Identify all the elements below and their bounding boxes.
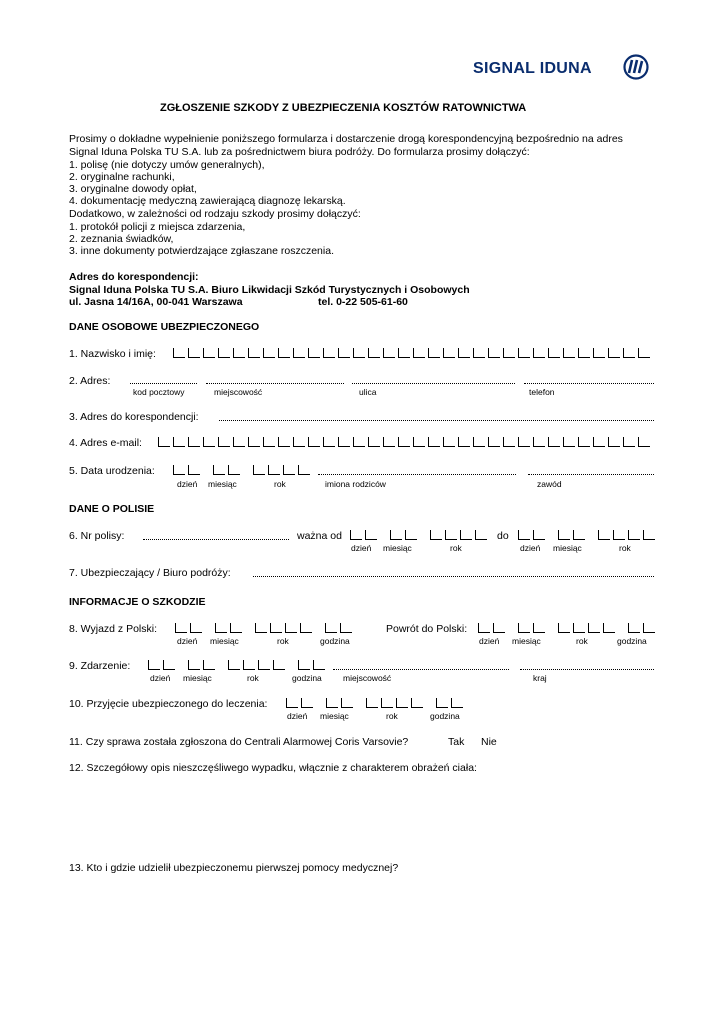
field-caption: miesiąc [553, 543, 582, 553]
policyholder-field[interactable] [253, 576, 654, 577]
field-caption: kraj [533, 673, 547, 683]
field-caption: rok [386, 711, 398, 721]
incident-date-boxes[interactable] [148, 659, 328, 670]
valid-from-boxes[interactable] [350, 529, 490, 540]
question-label: 9. Zdarzenie: [69, 660, 131, 672]
field-caption: telefon [529, 387, 555, 397]
question-label: 12. Szczegółowy opis nieszczęśliwego wypadku, włącznie z charakterem obrażeń ciała: [69, 762, 477, 774]
logo-text: SIGNAL IDUNA [473, 60, 592, 77]
question-label: 10. Przyjęcie ubezpieczonego do leczenia: [69, 698, 268, 710]
question-label: 13. Kto i gdzie udzielił ubezpieczonemu pierwszej pomocy medycznej? [69, 862, 399, 874]
street-field[interactable] [352, 383, 515, 384]
field-caption: godzina [430, 711, 460, 721]
name-boxes[interactable] [173, 347, 653, 358]
email-boxes[interactable] [158, 436, 653, 447]
field-caption: miesiąc [210, 636, 239, 646]
phone-field[interactable] [524, 383, 654, 384]
yes-option[interactable]: Tak [448, 736, 465, 748]
return-label: Powrót do Polski: [386, 623, 468, 635]
field-caption: dzień [351, 543, 372, 553]
return-date-boxes[interactable] [478, 622, 658, 633]
first-aid-area[interactable] [69, 878, 655, 998]
list-item: 4. dokumentację medyczną zawierającą diagnozę lekarską. [69, 195, 346, 207]
list-item: 2. oryginalne rachunki, [69, 171, 175, 183]
intro-line: Signal Iduna Polska TU S.A. lub za pośrednictwem biura podróży. Do formularza prosimy dołączyć: [69, 146, 530, 158]
question-label: 7. Ubezpieczający / Biuro podróży: [69, 567, 231, 579]
field-caption: dzień [479, 636, 500, 646]
question-label: 5. Data urodzenia: [69, 465, 155, 477]
address-phone: tel. 0-22 505-61-60 [318, 296, 408, 308]
field-caption: dzień [177, 636, 198, 646]
field-caption: dzień [520, 543, 541, 553]
address-line: ul. Jasna 14/16A, 00-041 Warszawa [69, 296, 243, 308]
address-line: Signal Iduna Polska TU S.A. Biuro Likwidacji Szkód Turystycznych i Osobowych [69, 284, 470, 296]
valid-from-label: ważna od [297, 530, 342, 542]
incident-city-field[interactable] [333, 669, 509, 670]
postal-code-field[interactable] [130, 383, 197, 384]
departure-date-boxes[interactable] [175, 622, 355, 633]
field-caption: dzień [150, 673, 171, 683]
list-item: 1. polisę (nie dotyczy umów generalnych), [69, 159, 265, 171]
question-label: 8. Wyjazd z Polski: [69, 623, 158, 635]
question-label: 4. Adres e-mail: [69, 437, 142, 449]
field-caption: imiona rodziców [325, 479, 386, 489]
field-caption: miesiąc [183, 673, 212, 683]
field-caption: kod pocztowy [133, 387, 185, 397]
field-caption: ulica [359, 387, 377, 397]
field-caption: rok [247, 673, 259, 683]
field-caption: godzina [320, 636, 350, 646]
profession-field[interactable] [528, 474, 654, 475]
section-heading: DANE OSOBOWE UBEZPIECZONEGO [69, 321, 260, 333]
field-caption: dzień [177, 479, 198, 489]
treatment-date-boxes[interactable] [286, 697, 466, 708]
correspondence-address-field[interactable] [219, 420, 654, 421]
field-caption: rok [277, 636, 289, 646]
list-item: 1. protokół policji z miejsca zdarzenia, [69, 221, 246, 233]
question-label: 2. Adres: [69, 375, 111, 387]
field-caption: miesiąc [208, 479, 237, 489]
list-item: 2. zeznania świadków, [69, 233, 174, 245]
field-caption: zawód [537, 479, 562, 489]
field-caption: rok [576, 636, 588, 646]
description-area[interactable] [69, 778, 655, 854]
field-caption: rok [274, 479, 286, 489]
field-caption: godzina [292, 673, 322, 683]
parents-names-field[interactable] [318, 474, 516, 475]
form-title: ZGŁOSZENIE SZKODY Z UBEZPIECZENIA KOSZTÓW RATOWNICTWA [160, 102, 527, 114]
valid-to-label: do [497, 530, 509, 542]
field-caption: godzina [617, 636, 647, 646]
no-option[interactable]: Nie [481, 736, 497, 748]
question-label: 6. Nr polisy: [69, 530, 125, 542]
question-label: 11. Czy sprawa została zgłoszona do Centrali Alarmowej Coris Varsovie? [69, 736, 409, 748]
birth-date-boxes[interactable] [173, 464, 313, 475]
valid-to-boxes[interactable] [518, 529, 658, 540]
list-item: 3. inne dokumenty potwierdzające zgłaszane roszczenia. [69, 245, 334, 257]
field-caption: miejscowość [214, 387, 263, 397]
list-item: 3. oryginalne dowody opłat, [69, 183, 197, 195]
field-caption: dzień [287, 711, 308, 721]
policy-number-field[interactable] [143, 539, 289, 540]
section-heading: DANE O POLISIE [69, 503, 155, 515]
question-label: 3. Adres do korespondencji: [69, 411, 199, 423]
field-caption: miesiąc [320, 711, 349, 721]
incident-country-field[interactable] [520, 669, 654, 670]
field-caption: rok [619, 543, 631, 553]
field-caption: miesiąc [512, 636, 541, 646]
address-heading: Adres do korespondencji: [69, 271, 199, 283]
question-label: 1. Nazwisko i imię: [69, 348, 156, 360]
field-caption: miejscowość [343, 673, 392, 683]
field-caption: miesiąc [383, 543, 412, 553]
city-field[interactable] [206, 383, 344, 384]
signal-iduna-logo-icon [623, 54, 649, 80]
intro-line: Prosimy o dokładne wypełnienie poniższego formularza i dostarczenie drogą korespondencyjną bezpośrednio na adres [69, 133, 623, 145]
section-heading: INFORMACJE O SZKODZIE [69, 596, 206, 608]
intro-line: Dodatkowo, w zależności od rodzaju szkody prosimy dołączyć: [69, 208, 361, 220]
field-caption: rok [450, 543, 462, 553]
